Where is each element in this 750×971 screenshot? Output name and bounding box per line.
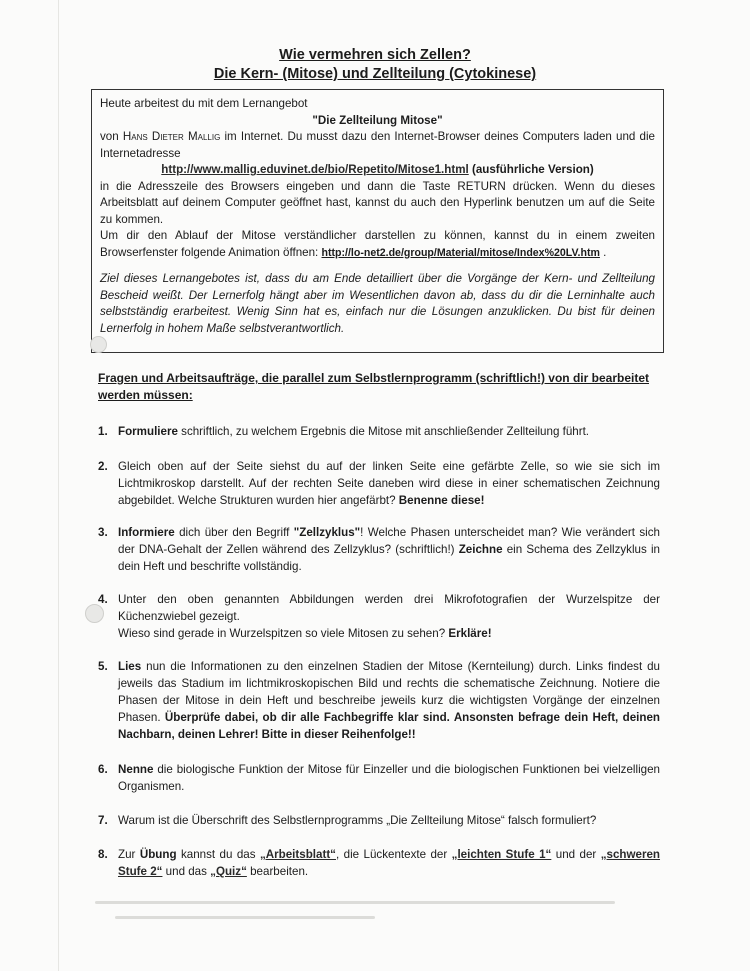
bleed-through-text xyxy=(95,897,655,932)
question-number: 7. xyxy=(98,814,108,827)
question-item xyxy=(98,591,660,642)
animation-text: Um dir den Ablauf der Mitose verständlicher darstellen zu können, kannst du in einem zweiten Browserfenster folgende Animation öffnen: xyxy=(100,229,655,259)
author-suffix: im Internet. Du musst dazu den Internet-Browser deines Computers laden und die Internetadresse xyxy=(100,130,655,160)
question-number: 2. xyxy=(98,460,108,473)
question-number: 6. xyxy=(98,763,108,776)
browser-instructions: in die Adresszeile des Browsers eingeben und dann die Taste RETURN drücken. Wenn du dieses Arbeitsblatt auf deinem Computer geöffnet hast, kannst du auch den Hyperlink benutzen um auf die Seite zu kommen. xyxy=(100,179,655,226)
question-number: 8. xyxy=(98,848,108,861)
intro-text: Heute arbeitest du mit dem Lernangebot xyxy=(100,97,308,110)
info-box xyxy=(91,89,664,353)
question-text: Lies nun die Informationen zu den einzelnen Stadien der Mitose (Kernteilung) durch. Links findest du jeweils das Stadium im lichtmikroskopischen Bild und rechts die schematische Zeichnung. Notiere die Phasen der Mitose in dein Heft und beschreibe jeweils kurz die wichtigsten Vorgänge der einzelnen Phasen. Überprüfe dabei, ob dir alle Fachbegriffe klar sind. Ansonsten befrage dein Heft, deinen Nachbarn, deinen Lehrer! Bitte in dieser Reihenfolge!! xyxy=(118,660,660,741)
page-edge xyxy=(58,0,59,971)
question-text: Warum ist die Überschrift des Selbstlernprogramms „Die Zellteilung Mitose“ falsch formuliert? xyxy=(118,814,597,827)
question-item xyxy=(98,846,660,880)
question-item xyxy=(98,812,660,829)
goal-paragraph: Ziel dieses Lernangebotes ist, dass du am Ende detailliert über die Vorgänge der Kern- und Zellteilung Bescheid weißt. Der Lernerfolg hängt aber im Wesentlichen davon ab, dass du dir die Lerninhalte auch selbstständig erarbeitest. Wenig Sinn hat es, einfach nur die Lösungen anzuklicken. Du bist für deinen Lernerfolg in hohem Maße selbstverantwortlich. xyxy=(100,272,655,335)
url-note: (ausführliche Version) xyxy=(468,163,594,176)
mitose-url-link[interactable]: http://www.mallig.eduvinet.de/bio/Repetito/Mitose1.html xyxy=(161,163,469,176)
animation-paragraph xyxy=(100,228,655,261)
spacer xyxy=(100,261,655,271)
quiz-link[interactable]: „Quiz“ xyxy=(210,865,247,878)
easy-level-link[interactable]: „leichten Stufe 1“ xyxy=(451,848,552,861)
author-name: Hans Dieter Mallig xyxy=(122,130,221,143)
question-text: Formuliere schriftlich, zu welchem Ergebnis die Mitose mit anschließender Zellteilung führt. xyxy=(118,425,590,438)
punch-hole-mark xyxy=(90,336,107,353)
question-text: Unter den oben genannten Abbildungen werden drei Mikrofotografien der Wurzelspitze der Küchenzwiebel gezeigt. xyxy=(118,593,660,623)
question-number: 1. xyxy=(98,425,108,438)
question-text: Nenne die biologische Funktion der Mitose für Einzeller und die biologischen Funktionen bei vielzelligen Organismen. xyxy=(118,763,660,793)
question-number: 4. xyxy=(98,593,108,606)
question-text: Informiere dich über den Begriff "Zellzyklus"! Welche Phasen unterscheidet man? Wie verändert sich der DNA-Gehalt der Zellen während des Zellzyklus? (schriftlich!) Zeichne ein Schema des Zellzyklus in dein Heft und beschrifte vollständig. xyxy=(118,526,660,573)
question-item xyxy=(98,658,660,743)
question-item xyxy=(98,423,660,440)
question-number: 5. xyxy=(98,660,108,673)
question-text: Zur Übung kannst du das „Arbeitsblatt“, die Lückentexte der „leichten Stufe 1“ und der „schweren Stufe 2“ und das „Quiz“ bearbeiten. xyxy=(118,848,661,878)
question-item xyxy=(98,458,660,509)
offer-title: "Die Zellteilung Mitose" xyxy=(312,113,443,127)
animation-suffix: . xyxy=(599,245,607,259)
worksheet-link[interactable]: „Arbeitsblatt“ xyxy=(259,848,336,861)
question-text: Gleich oben auf der Seite siehst du auf der linken Seite eine gefärbte Zelle, so wie sie sich im Lichtmikroskop darstellt. Auf der rechten Seite daneben wird diese in einer schematischen Zeichnung abgebildet. Welche Strukturen wurden hier angefärbt? Benenne diese! xyxy=(118,460,660,507)
question-item xyxy=(98,761,660,795)
url-line xyxy=(100,162,655,179)
author-prefix: von xyxy=(100,130,119,143)
section-heading: Fragen und Arbeitsaufträge, die parallel zum Selbstlernprogramm (schriftlich!) von dir bearbeitet werden müssen: xyxy=(98,371,649,402)
question-text-2: Wieso sind gerade in Wurzelspitzen so viele Mitosen zu sehen? Erkläre! xyxy=(118,627,492,640)
page-subtitle: Die Kern- (Mitose) und Zellteilung (Cytokinese) xyxy=(213,66,537,82)
question-number: 3. xyxy=(98,526,108,539)
author-paragraph xyxy=(100,129,655,162)
page-title: Wie vermehren sich Zellen? xyxy=(279,47,471,63)
bleed-through-marks xyxy=(95,897,655,927)
hard-level-link[interactable]: „schweren Stufe 2“ xyxy=(118,848,661,878)
animation-url-link[interactable]: http://lo-net2.de/group/Material/mitose/Index%20LV.htm xyxy=(321,246,600,259)
question-item xyxy=(98,524,660,575)
